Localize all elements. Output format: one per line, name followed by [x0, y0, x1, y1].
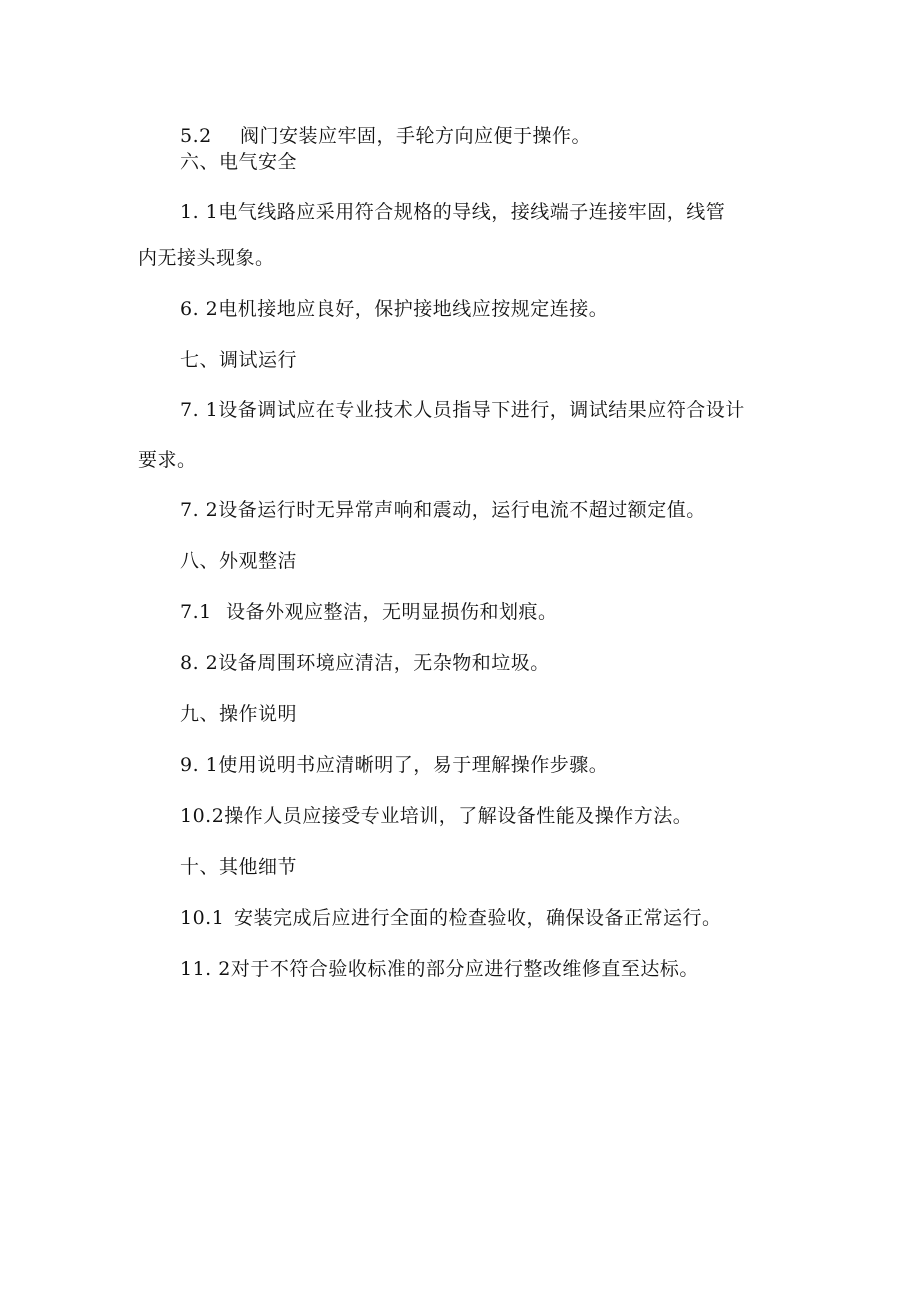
clause-6-2: 6. 2电机接地应良好，保护接地线应按规定连接。 [180, 298, 609, 320]
clause-number: 7.1 [180, 601, 212, 623]
clause-7-2: 7. 2设备运行时无异常声响和震动，运行电流不超过额定值。 [180, 499, 706, 521]
clause-text: 设备外观应整洁，无明显损伤和划痕。 [226, 601, 558, 623]
clause-6-1-line2: 内无接头现象。 [138, 247, 275, 269]
section-heading-other-details: 十、其他细节 [180, 856, 298, 878]
clause-number: 10.1 [180, 907, 225, 929]
section-heading-appearance: 八、外观整洁 [180, 550, 298, 572]
clause-5-2 [180, 124, 591, 148]
section-heading-operation: 九、操作说明 [180, 703, 298, 725]
clause-7-1-appearance [180, 600, 558, 624]
clause-text: 安装完成后应进行全面的检查验收，确保设备正常运行。 [234, 907, 722, 929]
clause-7-1-line1: 7. 1设备调试应在专业技术人员指导下进行，调试结果应符合设计 [180, 399, 745, 421]
clause-number: 5.2 [180, 125, 212, 147]
clause-9-1: 9. 1使用说明书应清晰明了，易于理解操作步骤。 [180, 754, 609, 776]
clause-10-1 [180, 906, 722, 930]
section-heading-commissioning: 七、调试运行 [180, 349, 298, 371]
clause-6-1-line1: 1. 1电气线路应采用符合规格的导线，接线端子连接牢固，线管 [180, 201, 726, 223]
clause-7-1-line2: 要求。 [138, 449, 197, 471]
clause-text: 阀门安装应牢固，手轮方向应便于操作。 [240, 125, 592, 147]
clause-11-2: 11. 2对于不符合验收标准的部分应进行整改维修直至达标。 [180, 958, 699, 980]
section-heading-electrical-safety: 六、电气安全 [180, 151, 298, 173]
clause-10-2: 10.2操作人员应接受专业培训，了解设备性能及操作方法。 [180, 805, 693, 827]
clause-8-2: 8. 2设备周围环境应清洁，无杂物和垃圾。 [180, 652, 550, 674]
